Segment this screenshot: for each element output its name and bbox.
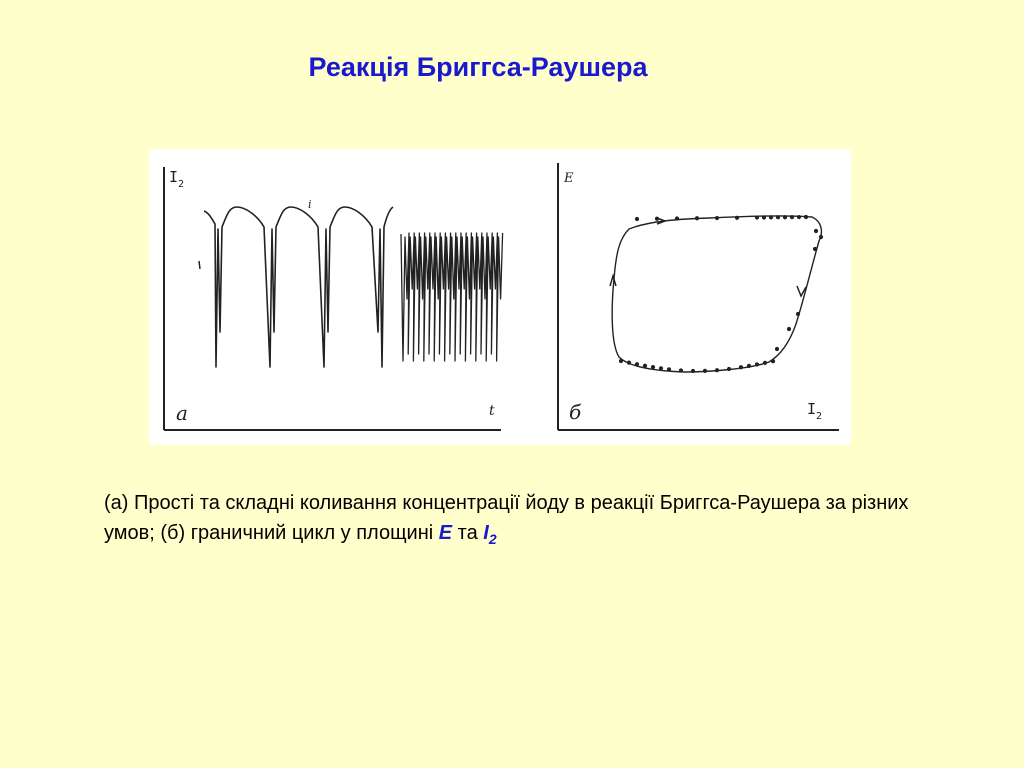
- caption-var-i-letter: I: [483, 522, 489, 544]
- limit-cycle-point: [619, 359, 623, 363]
- limit-cycle-point: [787, 327, 791, 331]
- limit-cycle-point: [790, 215, 794, 219]
- caption-var-i: [483, 522, 497, 547]
- limit-cycle-point: [755, 215, 759, 219]
- limit-cycle-point: [762, 215, 766, 219]
- panel-a-complex-oscillation-trace: [401, 233, 503, 361]
- caption-var-e: E: [438, 522, 453, 544]
- limit-cycle-point: [659, 366, 663, 370]
- limit-cycle-point: [715, 216, 719, 220]
- limit-cycle-point: [651, 365, 655, 369]
- limit-cycle-point: [739, 365, 743, 369]
- panel-a-y-label: I: [169, 168, 179, 186]
- limit-cycle-point: [695, 216, 699, 220]
- panel-b-x-sub: 2: [816, 411, 823, 422]
- limit-cycle-point: [735, 216, 739, 220]
- limit-cycle-point: [755, 362, 759, 366]
- oscillation-figure-svg: [149, 149, 851, 445]
- panel-a-peak-mark: i: [308, 198, 312, 211]
- limit-cycle-point: [814, 229, 818, 233]
- limit-cycle-point: [691, 369, 695, 373]
- limit-cycle-point: [813, 247, 817, 251]
- limit-cycle-point: [804, 215, 808, 219]
- limit-cycle-point: [819, 235, 823, 239]
- panel-a: [164, 167, 503, 430]
- panel-a-simple-oscillation-trace: [204, 207, 393, 367]
- limit-cycle-point: [769, 215, 773, 219]
- slide-title: Реакція Бриггса-Раушера: [308, 52, 648, 82]
- figure-image: [149, 149, 851, 445]
- limit-cycle-point: [775, 347, 779, 351]
- limit-cycle-point: [747, 364, 751, 368]
- panel-a-x-label: t: [489, 403, 495, 419]
- panel-b: [558, 163, 839, 430]
- limit-cycle-point: [667, 367, 671, 371]
- limit-cycle-point: [675, 216, 679, 220]
- figure-caption: [104, 488, 924, 554]
- limit-cycle-point: [635, 362, 639, 366]
- limit-cycle-point: [627, 361, 631, 365]
- panel-b-y-label: E: [564, 171, 574, 186]
- limit-cycle-point: [703, 369, 707, 373]
- caption-var-i-sub: 2: [488, 531, 497, 547]
- panel-a-y-sub: 2: [178, 179, 185, 190]
- limit-cycle-point: [797, 215, 801, 219]
- caption-text: (а) Прості та складні коливання концентрації йоду в реакції Бриггса-Раушера за різних умов; (б) граничний цикл у площині: [104, 492, 909, 544]
- limit-cycle-point: [643, 364, 647, 368]
- limit-cycle-point: [715, 368, 719, 372]
- caption-conj: та: [452, 522, 484, 544]
- limit-cycle-point: [727, 367, 731, 371]
- limit-cycle-point: [679, 368, 683, 372]
- limit-cycle-point: [635, 217, 639, 221]
- limit-cycle-curve: [612, 216, 821, 372]
- panel-b-x-label: I: [807, 400, 817, 418]
- limit-cycle-point: [776, 215, 780, 219]
- panel-b-letter: б: [569, 400, 582, 424]
- limit-cycle-point: [783, 215, 787, 219]
- limit-cycle-point: [796, 312, 800, 316]
- limit-cycle-point: [763, 361, 767, 365]
- limit-cycle-points: [619, 215, 823, 373]
- limit-cycle-point: [771, 359, 775, 363]
- panel-a-stray-tick: [199, 261, 200, 269]
- panel-a-letter: a: [176, 401, 188, 425]
